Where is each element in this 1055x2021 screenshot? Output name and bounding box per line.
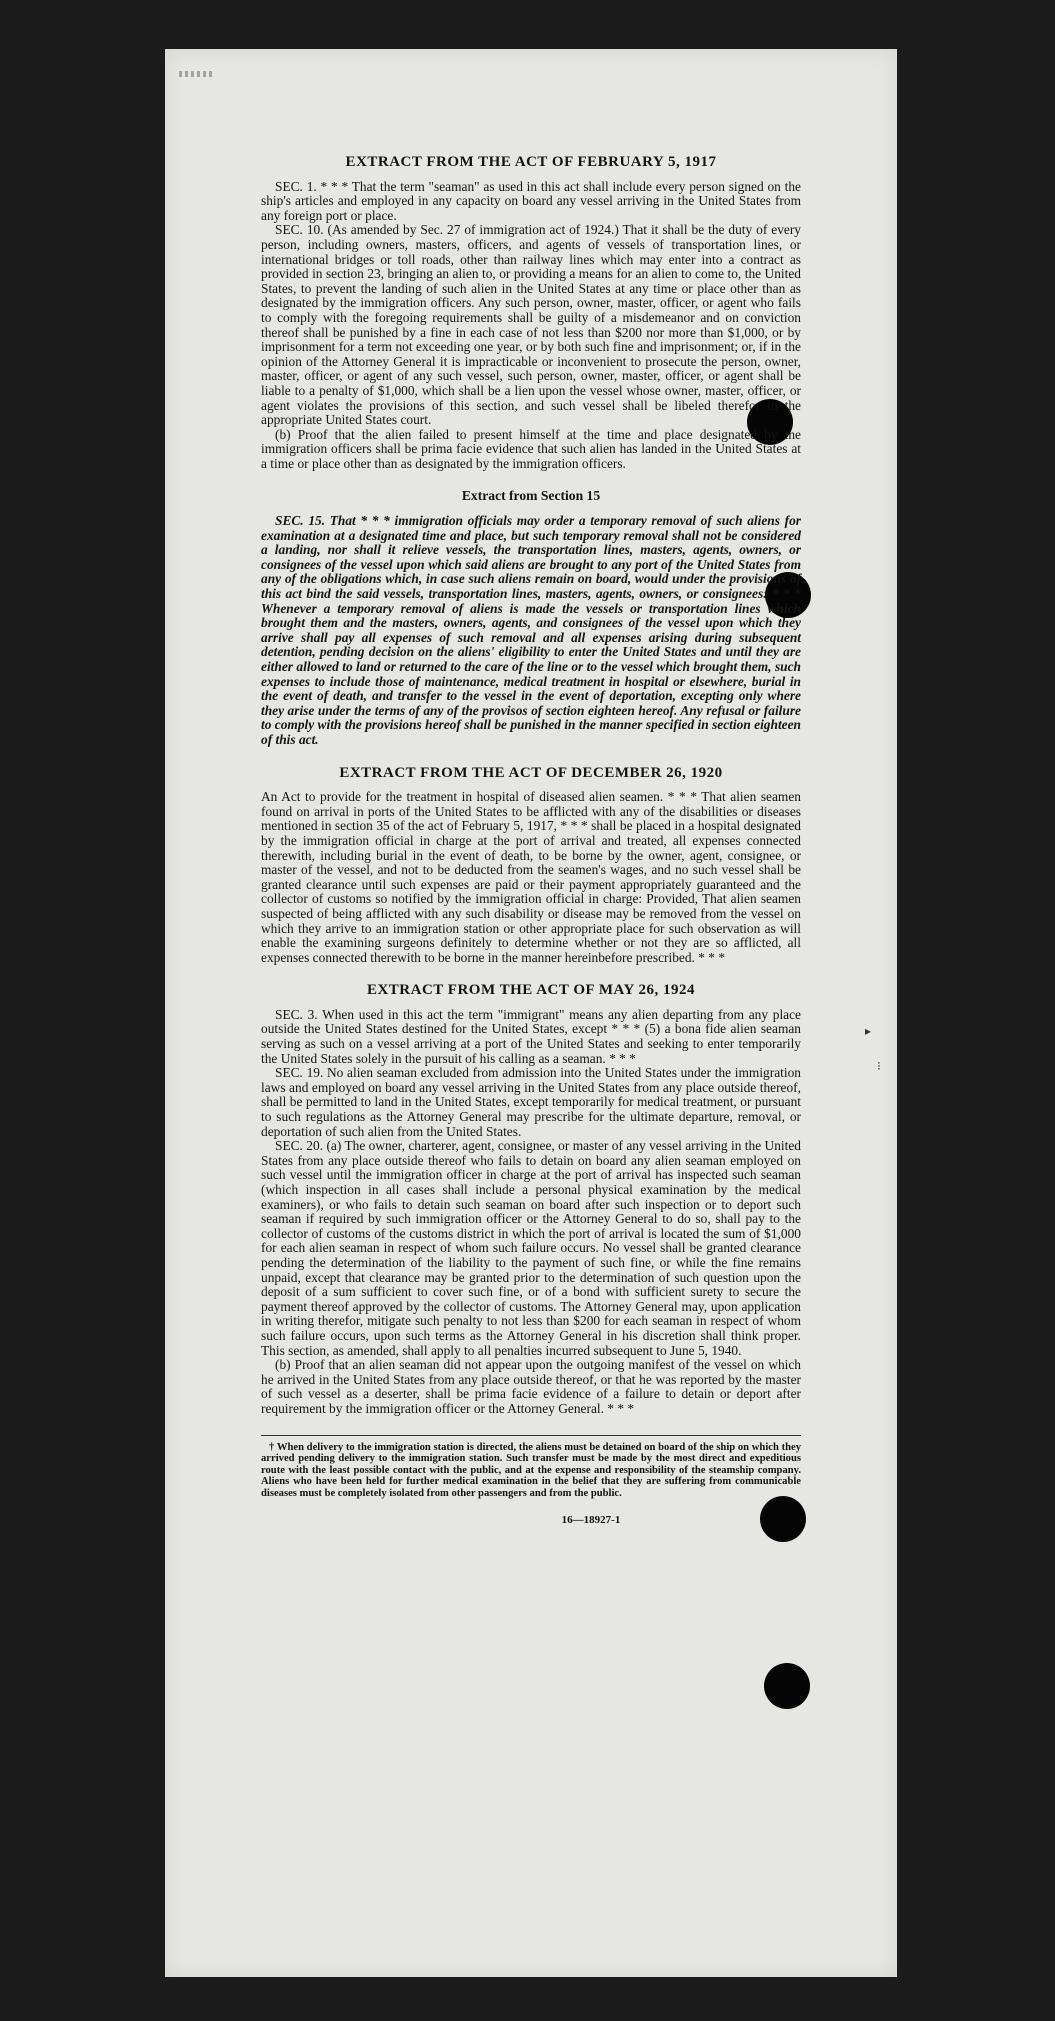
document-content [261, 155, 801, 1528]
act-1924-sec3: SEC. 3. When used in this act the term "immigrant" means any alien departing from any place outside the United States destined for the United States, except * * * (5) a bona fide alien seaman serving as such on a vessel arriving at a port of the United States and seeking to enter temporarily the United States solely in the pursuit of his calling as a seaman. * * * [261, 1006, 801, 1066]
section-15-text: SEC. 15. That * * * immigration officials may order a temporary removal of such aliens for examination at a designated time and place, but such temporary removal shall not be considered a landing, nor shall it relieve vessels, the transportation lines, masters, agents, owners, or consignees of the vessel upon which said aliens are brought to any port of the United States from any of the obligations which, in case such aliens remain on board, would under the provisions of this act bind the said vessels, transportation lines, masters, agents, owners, or consignees: * * * Whenever a temporary removal of aliens is made the vessels or transportation lines which brought them and the masters, owners, agents, and consignees of the vessel upon which they arrive shall pay all expenses of such removal and all expenses arising during subsequent detention, pending decision on the aliens' eligibility to enter the United States and until they are either allowed to land or returned to the care of the line or to the vessel which brought them, such expenses to include those of maintenance, medical treatment in hospital or elsewhere, burial in the event of death, and transfer to the vessel in the event of deportation, excepting only where they arise under the terms of any of the provisos of section eighteen hereof. Any refusal or failure to comply with the provisions hereof shall be punished in the manner specified in section eighteen of this act. [261, 513, 801, 747]
footnote-text: † When delivery to the immigration station is directed, the aliens must be detained on board of the ship on which they arrived pending delivery to the immigration station. Such transfer must be made by the most direct and expeditious route with the least possible contact with the public, and at the expense and responsibility of the steamship company. Aliens who have been held for further medical examination in the belief that they are suffering from communicable diseases must be completely isolated from other passengers and from the public. [261, 1441, 801, 1499]
act-1924-heading: EXTRACT FROM THE ACT OF MAY 26, 1924 [366, 982, 696, 999]
act-1917-sec1: SEC. 1. * * * That the term "seaman" as used in this act shall include every person signed on the ship's articles and employed in any capacity on board any vessel arriving in the United States from any foreign port or place. [261, 178, 801, 223]
margin-mark: ⁝ [877, 1059, 881, 1073]
footnote [261, 1435, 801, 1500]
act-1924-section [261, 983, 801, 1416]
document-page [165, 49, 897, 1977]
section-15 [261, 489, 801, 747]
act-1920-text: An Act to provide for the treatment in hospital of diseased alien seamen. * * * That alien seamen found on arrival in ports of the United States to be afflicted with any of the disabilities or diseases mentioned in section 35 of the act of February 5, 1917, * * * shall be placed in a hospital designated by the immigration official in charge at the port of arrival and treated, all expenses connected therewith, including burial in the event of death, to be borne by the owner, agent, consignee, or master of the vessel, and not to be deducted from the seamen's wages, and no such vessel shall be granted clearance until such expenses are paid or their payment appropriately guaranteed and the collector of customs so notified by the immigration official in charge: Provided, That alien seamen suspected of being afflicted with any such disability or disease may be removed from the vessel on which they arrive to an immigration station or other appropriate place for such observation as will enable the examining surgeons definitely to determine whether or not they are so afflicted, all expenses connected therewith to be borne in the manner hereinbefore prescribed. * * * [261, 789, 801, 965]
act-1917-section [261, 155, 801, 471]
act-1917-proof: (b) Proof that the alien failed to present himself at the time and place designated by the immigration officers shall be prima facie evidence that such alien has landed in the United States at a time or place other than as designated by the immigration officers. [261, 426, 801, 471]
punch-hole [764, 1663, 810, 1709]
act-1924-sec20a: SEC. 20. (a) The owner, charterer, agent, consignee, or master of any vessel arriving in the United States from any place outside thereof who fails to detain on board any alien seaman employed on such vessel until the immigration officer in charge at the port of arrival has inspected such seaman (which inspection in all cases shall include a personal physical examination by the medical examiners), or who fails to detain such seaman on board after such inspection or to deport such seaman if required by such immigration officer or the Attorney General to do so, shall pay to the collector of customs of the customs district in which the port of arrival is located the sum of $1,000 for each alien seaman in respect of whom such failure occurs. No vessel shall be granted clearance pending the determination of the liability to the payment of such fine, or while the fine remains unpaid, except that clearance may be granted prior to the determination of such question upon the deposit of a sum sufficient to cover such fine, or of a bond with sufficient surety to secure the payment thereof approved by the collector of customs. The Attorney General may, upon application in writing therefor, mitigate such penalty to not less than $200 for each seaman in respect of whom such failure occurs, upon such terms as the Attorney General in his discretion shall think proper. This section, as amended, shall apply to all penalties incurred subsequent to June 5, 1940. [261, 1138, 801, 1358]
act-1920-heading: EXTRACT FROM THE ACT OF DECEMBER 26, 1920 [339, 764, 723, 781]
act-1920-section [261, 766, 801, 966]
corner-smudge [179, 71, 213, 77]
act-1917-sec10: SEC. 10. (As amended by Sec. 27 of immigration act of 1924.) That it shall be the duty of every person, including owners, masters, officers, and agents of vessels of transportation lines, or international bridges or toll roads, other than railway lines which may enter into a contract as provided in section 23, bringing an alien to, or providing a means for an alien to come to, the United States, to prevent the landing of such alien in the United States at any time or place other than as designated by the immigration officers. Any such person, owner, master, officer, or agent who fails to comply with the foregoing requirements shall be guilty of a misdemeanor and on conviction thereof shall be punished by a fine in each case of not less than $200 nor more than $1,000, or by imprisonment for a term not exceeding one year, or by both such fine and imprisonment; or, if in the opinion of the Attorney General it is impracticable or inconvenient to prosecute the person, owner, master, officer, or agent of any such vessel, such person, owner, master, officer, or agent shall be liable to a penalty of $1,000, which shall be a lien upon the vessel whose owner, master, officer, or agent violates the provisions of this section, and such vessel shall be libeled therefor in the appropriate United States court. [261, 222, 801, 428]
section-15-heading: Extract from Section 15 [461, 488, 601, 504]
act-1924-sec20b: (b) Proof that an alien seaman did not appear upon the outgoing manifest of the vessel on which he arrived in the United States from any place outside thereof, or that he was reported by the master of such vessel as a deserter, shall be prima facie evidence of a failure to detain or deport after requirement by the immigration officer or the Attorney General. * * * [261, 1357, 801, 1416]
act-1924-sec19: SEC. 19. No alien seaman excluded from admission into the United States under the immigration laws and employed on board any vessel arriving in the United States from any place outside thereof, shall be permitted to land in the United States, except temporarily for medical treatment, or pursuant to such regulations as the Attorney General may prescribe for the ultimate departure, removal, or deportation of such alien from the United States. [261, 1065, 801, 1139]
margin-mark: ▸ [865, 1024, 872, 1038]
act-1917-heading: EXTRACT FROM THE ACT OF FEBRUARY 5, 1917 [345, 154, 717, 170]
document-code: 16—18927-1 [561, 1514, 621, 1527]
